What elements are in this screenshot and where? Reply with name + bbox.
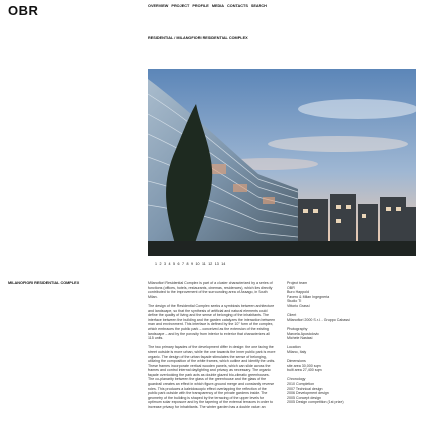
info-value: Milanofiori 2000 S.r.l. - Gruppo Cabassi (287, 317, 350, 322)
info-group-team (287, 281, 417, 309)
info-value: 2007 Technical design (287, 386, 323, 391)
nav-project[interactable]: PROJECT (171, 4, 190, 8)
info-value: built area 27,400 sqm (287, 368, 322, 373)
nav-search[interactable]: SEARCH (250, 4, 267, 8)
gallery-page-12[interactable]: 12 (208, 262, 213, 266)
project-info (287, 281, 417, 410)
main-nav (148, 4, 267, 8)
info-value: Michele Nastasi (287, 336, 313, 341)
info-label: Client (287, 313, 297, 318)
project-photo[interactable] (148, 69, 416, 256)
info-label: Chronology (287, 377, 306, 382)
info-value: 2010 Completion (287, 382, 315, 387)
info-value: Studio TI (287, 299, 302, 304)
gallery-page-8[interactable]: 8 (186, 262, 189, 266)
gallery-page-5[interactable]: 5 (173, 262, 175, 266)
gallery-page-7[interactable]: 7 (182, 262, 184, 266)
gallery-page-4[interactable]: 4 (168, 262, 171, 266)
gallery-page-6[interactable]: 6 (177, 262, 180, 266)
info-value: Vittorio Grassi (287, 303, 310, 308)
gallery-page-14[interactable]: 14 (221, 262, 226, 266)
info-value: Favero & Milan Ingegneria (287, 294, 330, 299)
info-group-dimensions (287, 359, 417, 373)
gallery-page-1[interactable]: 1 (155, 262, 157, 266)
info-value: Marcela Apostolovic (287, 331, 319, 336)
gallery-page-10[interactable]: 10 (195, 262, 200, 266)
nav-media[interactable]: MEDIA (211, 4, 225, 8)
gallery-page-9[interactable]: 9 (191, 262, 193, 266)
nav-profile[interactable]: PROFILE (192, 4, 209, 8)
info-value: 2005 Concept design (287, 395, 321, 400)
info-value: 2005 Design competition (1st prize) (287, 400, 344, 405)
description-paragraph: The design of the Residential Complex seeks a symbiosis between architecture and landscape, so that the synthesis of artificial and natural elements could define the quality of living and the sense of belonging of the inhabitants. The interface between the building and the garden catalyzes the interaction between man and environment. This interface is defined by the 10° form of the complex, which embraces the public park – conceived as the extension of the existing landscape – and by the porosity from interior to exterior that characterizes all 115 units. (148, 303, 276, 341)
info-group-photography (287, 327, 417, 341)
obr-logo[interactable]: OBR (8, 3, 39, 18)
info-label: Location (287, 345, 301, 350)
description-paragraph: Milanofiori Residential Complex is part of a cluster characterized by a series of functions (offices, hotels, restaurants, cinemas, residences), which lies directly contributed to the improvement of the surrounding area of Assago, in South Milan. (148, 281, 273, 299)
nav-overview[interactable]: OVERVIEW (148, 4, 169, 8)
info-group-location (287, 345, 417, 354)
breadcrumb: RESIDENTIAL / MILANOFIORI RESIDENTIAL COMPLEX (148, 36, 248, 40)
gallery-page-3[interactable]: 3 (164, 262, 166, 266)
info-value: site area 30,000 sqm (287, 363, 321, 368)
info-value: Buro Happold (287, 290, 309, 295)
gallery-page-11[interactable]: 11 (202, 262, 206, 266)
info-value: OBR (287, 285, 295, 290)
info-label: Photography (287, 326, 308, 331)
info-value: 2006 Development design (287, 391, 329, 396)
building-photo-image (148, 69, 416, 256)
nav-contacts[interactable]: CONTACTS (227, 4, 248, 8)
info-label: Dimensions (287, 359, 306, 364)
info-group-client (287, 313, 417, 322)
description-paragraph: The two primary façades of the development differ in design: the one facing the street outside is more urban, while the one towards the inner public park is more organic. The design of the urban façade stimulates the sense of belonging, utilizing the composition of the white frames, which outline and identify the units. These frames incorporate vertical wooden panels, which can slide across the frames and control internal daylighting and privacy as necessary. The organic façade overlooking the park acts as double glazed bio-climatic greenhouses. The co-planarity between the glass of the greenhouse and the glass of the guardrail creates an effect in which figure-ground merge and constantly reverse roles. This produces a kaleidoscopic effect overlapping the reflection of the public park outside with the transparency of the private gardens inside. The geometry of the building is shaped by the terracing of the upper levels for optimum solar exposure and by the tapering of the external terraces in order to increase privacy for inhabitants. The winter garden has a double value: an (148, 345, 276, 410)
project-title: MILANOFIORI RESIDENTIAL COMPLEX (8, 281, 80, 285)
info-label: Project team (287, 281, 308, 285)
gallery-page-13[interactable]: 13 (214, 262, 219, 266)
gallery-pager (155, 262, 225, 266)
info-group-chronology (287, 377, 417, 405)
info-value: Milano, Italy (287, 349, 307, 354)
project-description (148, 281, 276, 414)
gallery-page-2[interactable]: 2 (159, 262, 162, 266)
